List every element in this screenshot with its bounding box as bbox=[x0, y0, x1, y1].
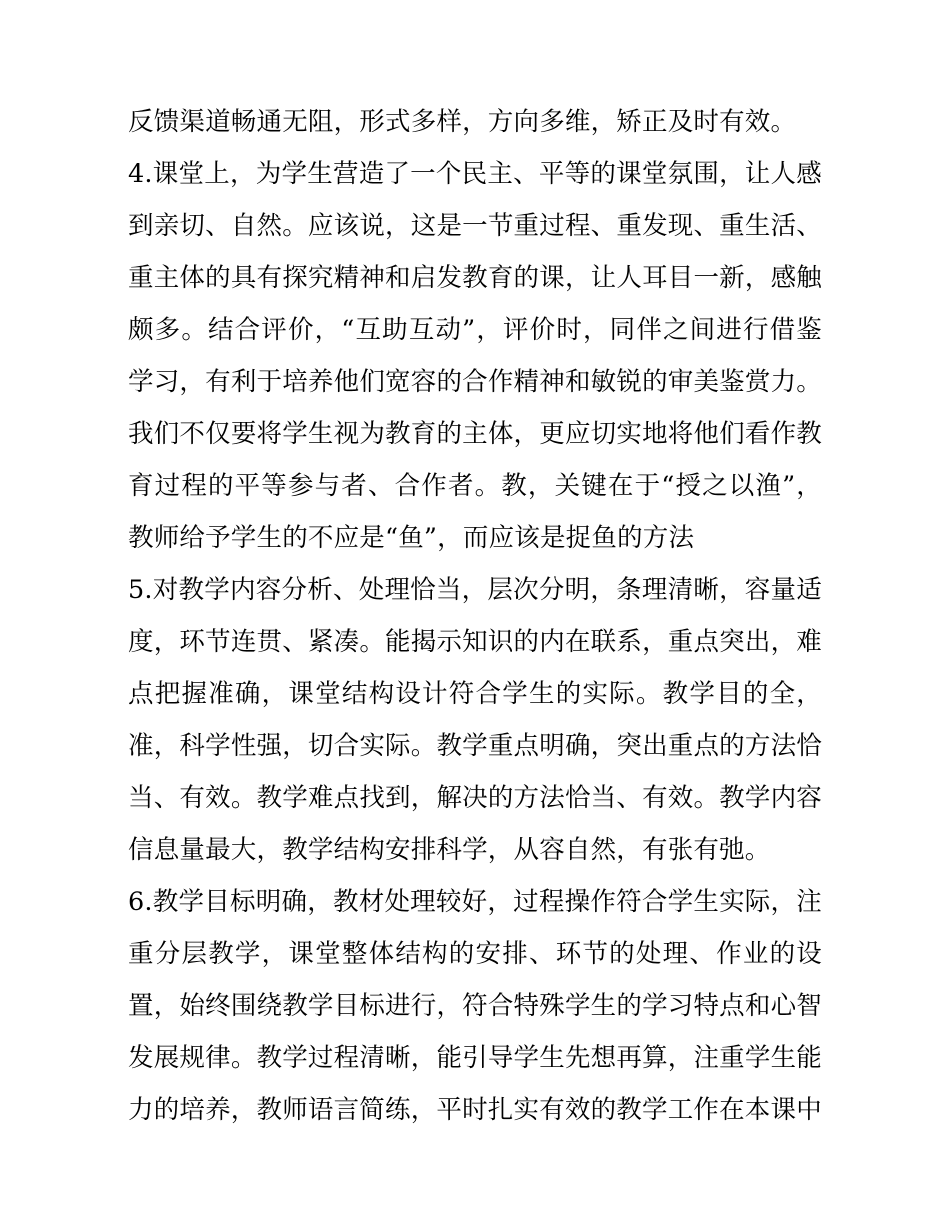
paragraph-2: 4.课堂上，为学生营造了一个民主、平等的课堂氛围，让人感到亲切、自然。应该说，这是一节重过程、重发现、重生活、重主体的具有探究精神和启发教育的课，让人耳目一新，感触颇多。结合评价，“互助互动”，评价时，同伴之间进行借鉴学习，有利于培养他们宽容的合作精神和敏锐的审美鉴赏力。我们不仅要将学生视为教育的主体，更应切实地将他们看作教育过程的平等参与者、合作者。教，关键在于“授之以渔”，教师给予学生的不应是“鱼”，而应该是捉鱼的方法 bbox=[128, 159, 822, 553]
paragraph-4: 6.教学目标明确，教材处理较好，过程操作符合学生实际，注重分层教学，课堂整体结构的安排、环节的处理、作业的设置，始终围绕教学目标进行，符合特殊学生的学习特点和心智发展规律。教学过程清晰，能引导学生先想再算，注重学生能力的培养，教师语言简练，平时扎实有效的教学工作在本课中 bbox=[128, 887, 822, 1125]
paragraph-1: 反馈渠道畅通无阻，形式多样，方向多维，矫正及时有效。 bbox=[128, 107, 797, 137]
document-body bbox=[128, 96, 822, 1136]
paragraph-3: 5.对教学内容分析、处理恰当，层次分明，条理清晰，容量适度，环节连贯、紧凑。能揭示知识的内在联系，重点突出，难点把握准确，课堂结构设计符合学生的实际。教学目的全，准，科学性强，切合实际。教学重点明确，突出重点的方法恰当、有效。教学难点找到，解决的方法恰当、有效。教学内容信息量最大，教学结构安排科学，从容自然，有张有弛。 bbox=[128, 575, 822, 865]
